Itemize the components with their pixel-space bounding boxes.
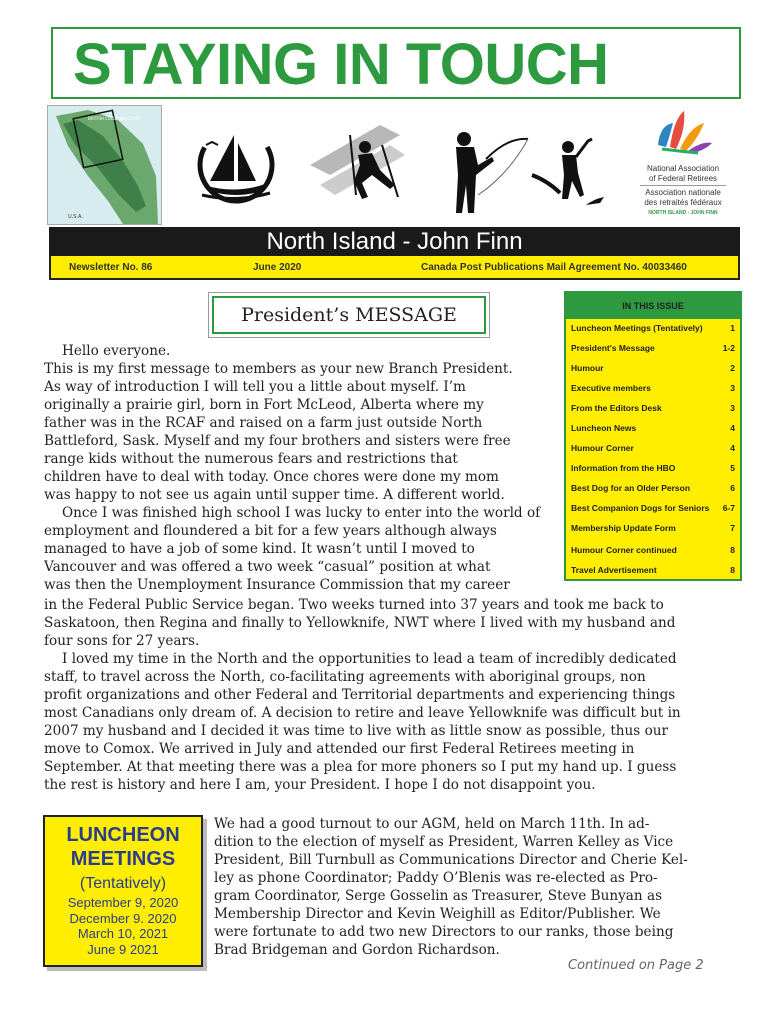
text-line: Hello everyone.	[62, 343, 171, 359]
toc-item-title: Executive members	[571, 383, 651, 393]
toc-item-title: Best Companion Dogs for Seniors	[571, 503, 710, 513]
toc-item	[571, 443, 735, 457]
logo-name-fr-1: Association nationale	[645, 188, 721, 197]
toc-item-title: Humour Corner	[571, 443, 634, 453]
text-line: managed to have a job of some kind. It wasn’t until I moved to	[44, 541, 475, 557]
text-line: Battleford, Sask. Myself and my four brothers and sisters were free	[44, 433, 511, 449]
agm-paragraph	[214, 815, 726, 959]
golfer-icon	[528, 125, 608, 215]
toc-item-title: Humour	[571, 363, 604, 373]
president-heading: President’s MESSAGE	[212, 296, 486, 334]
newsletter-number: Newsletter No. 86	[69, 262, 153, 273]
toc-item-page: 8	[730, 565, 735, 575]
toc-item-page: 7	[730, 523, 735, 533]
newsletter-title: STAYING IN TOUCH	[73, 32, 609, 97]
toc-item-page: 2	[730, 363, 735, 373]
text-line: Vancouver and was offered a two week “casual” position at what	[44, 559, 491, 575]
president-heading-box	[208, 292, 490, 338]
maple-leaf-logo-icon	[648, 105, 718, 155]
toc-item	[571, 463, 735, 477]
logo-name-en-2: of Federal Retirees	[640, 174, 726, 186]
toc-item-page: 3	[730, 403, 735, 413]
luncheon-title-2: MEETINGS	[70, 848, 176, 870]
toc-item-page: 4	[730, 443, 735, 453]
toc-item	[571, 323, 735, 337]
text-line: This is my first message to members as your new Branch President.	[44, 361, 513, 377]
toc-item-page: 8	[730, 545, 735, 555]
text-line: profit organizations and other Federal and Territorial departments and experiencing things	[44, 687, 676, 703]
text-line: I loved my time in the North and the opportunities to lead a team of incredibly dedicated	[62, 651, 677, 667]
toc-item-page: 1	[730, 323, 735, 333]
toc-item	[571, 545, 735, 559]
toc-item-title: Information from the HBO	[571, 463, 676, 473]
text-line: employment and floundered a bit for a few years although always	[44, 523, 497, 539]
toc-item	[571, 523, 735, 537]
toc-item-title: Luncheon Meetings (Tentatively)	[571, 323, 703, 333]
continued-note: Continued on Page 2	[568, 958, 704, 973]
toc-item-title: Best Dog for an Older Person	[571, 483, 691, 493]
president-message-intro	[44, 342, 552, 594]
text-line: gram Coordinator, Serge Gosselin as Treasurer, Steve Bunyan as	[214, 888, 663, 904]
toc-item	[571, 363, 735, 377]
president-message-body	[44, 596, 726, 794]
text-line: September. At that meeting there was a plea for more phoners so I put my hand up. I guess	[44, 759, 677, 775]
text-line: originally a prairie girl, born in Fort McLeod, Alberta where my	[44, 397, 484, 413]
toc-item-title: Travel Advertisement	[571, 565, 657, 575]
text-line: children have to deal with today. Once chores were done my mom	[44, 469, 499, 485]
luncheon-date: June 9 2021	[87, 941, 159, 957]
toc-item	[571, 503, 735, 517]
info-bar	[49, 256, 740, 280]
masthead	[51, 27, 741, 99]
luncheon-date: March 10, 2021	[77, 926, 169, 941]
fisherman-icon	[448, 125, 533, 215]
mail-agreement: Canada Post Publications Mail Agreement No. 40033460	[421, 262, 687, 273]
text-line: were fortunate to add two new Directors to our ranks, those being	[214, 924, 674, 940]
toc-item-page: 6-7	[722, 503, 735, 513]
toc-item-title: Luncheon News	[571, 423, 637, 433]
toc-item	[571, 403, 735, 417]
text-line: Brad Bridgeman and Gordon Richardson.	[214, 942, 500, 958]
logo-name-fr-2: des retraités fédéraux	[644, 198, 722, 207]
text-line: the rest is history and here I am, your President. I hope I do not disappoint you.	[44, 777, 596, 793]
text-line: Once I was finished high school I was lucky to enter into the world of	[62, 505, 541, 521]
toc-item	[571, 343, 735, 357]
nafr-logo	[628, 105, 738, 220]
text-line: four sons for 27 years.	[44, 633, 200, 649]
toc-item	[571, 565, 735, 579]
luncheon-date: September 9, 2020	[67, 895, 179, 910]
branch-title-bar	[49, 227, 740, 256]
toc-item	[571, 483, 735, 497]
text-line: move to Comox. We arrived in July and attended our first Federal Retirees meeting in	[44, 741, 635, 757]
toc-item-page: 3	[730, 383, 735, 393]
issue-date: June 2020	[253, 262, 302, 273]
toc-item-title: Humour Corner continued	[571, 545, 677, 555]
text-line: Membership Director and Kevin Weighill as Editor/Publisher. We	[214, 906, 661, 922]
text-line: Saskatoon, then Regina and finally to Yellowknife, NWT where I lived with my husband and	[44, 615, 676, 631]
toc-item-page: 5	[730, 463, 735, 473]
in-this-issue-box	[564, 291, 742, 581]
luncheon-meetings-box	[43, 815, 203, 967]
text-line: 2007 my husband and I decided it was time to live with as little snow as possible, thus our	[44, 723, 669, 739]
text-line: in the Federal Public Service began. Two weeks turned into 37 years and took me back to	[44, 597, 664, 613]
text-line: As way of introduction I will tell you a little about myself. I’m	[44, 379, 466, 395]
map-country: U.S.A.	[68, 214, 83, 220]
map-label: BRITISH COLUMBIA COAST	[88, 116, 142, 121]
text-line: was happy to not see us again until supper time. A different world.	[44, 487, 505, 503]
map-icon	[47, 105, 162, 225]
luncheon-title-1: LUNCHEON	[66, 824, 180, 846]
skier-icon	[310, 125, 410, 205]
toc-item	[571, 423, 735, 437]
text-line: most Canadians only dream of. A decision to retire and leave Yellowknife was difficult but in	[44, 705, 681, 721]
sailboat-icon	[196, 125, 276, 205]
toc-item-title: President's Message	[571, 343, 655, 353]
text-line: staff, to travel across the North, co-facilitating agreements with aboriginal groups, non	[44, 669, 646, 685]
logo-branch: NORTH ISLAND - JOHN FINN	[648, 210, 718, 216]
toc-item-page: 1-2	[722, 343, 735, 353]
luncheon-subtitle: (Tentatively)	[79, 875, 167, 892]
toc-item	[571, 383, 735, 397]
logo-name-en-1: National Association	[646, 164, 720, 173]
toc-item-title: Membership Update Form	[571, 523, 676, 533]
toc-heading: IN THIS ISSUE	[566, 293, 740, 319]
text-line: ley as phone Coordinator; Paddy O’Blenis was re-elected as Pro-	[214, 870, 658, 886]
text-line: President, Bill Turnbull as Communications Director and Cherie Kel-	[214, 852, 688, 868]
toc-item-page: 6	[730, 483, 735, 493]
toc-item-page: 4	[730, 423, 735, 433]
text-line: We had a good turnout to our AGM, held on March 11th. In ad-	[214, 816, 650, 832]
text-line: dition to the election of myself as President, Warren Kelley as Vice	[214, 834, 674, 850]
text-line: range kids without the numerous fears and restrictions that	[44, 451, 458, 467]
luncheon-date: December 9. 2020	[69, 910, 177, 926]
text-line: was then the Unemployment Insurance Commission that my career	[44, 577, 510, 593]
text-line: father was in the RCAF and raised on a farm just outside North	[44, 415, 483, 431]
toc-item-title: From the Editors Desk	[571, 403, 662, 413]
branch-title: North Island - John Finn	[266, 228, 523, 255]
